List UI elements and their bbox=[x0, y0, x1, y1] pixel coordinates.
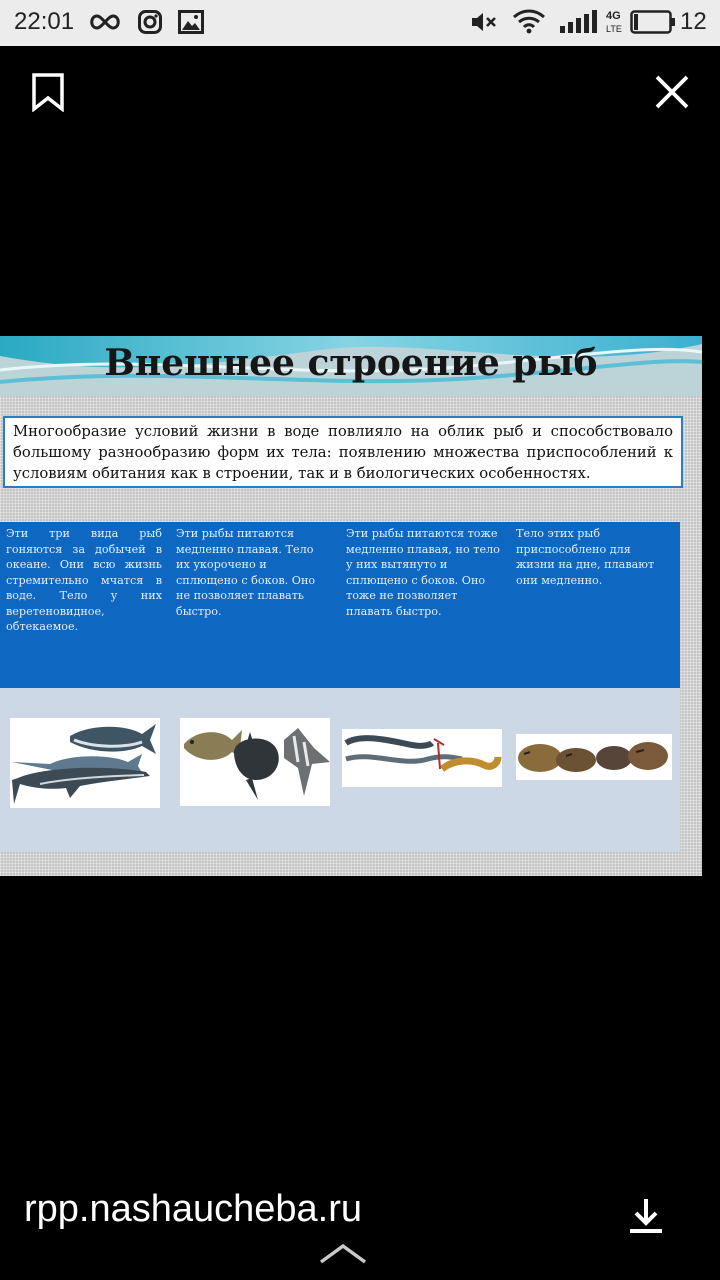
slide-image[interactable] bbox=[0, 336, 702, 876]
slide-intro-text: Многообразие условий жизни в воде повлияло на облик рыб и способствовало большому разнообразию форм их тела: появлению множества приспособлений к условиям обитания как в строении, так и в биологических особенностях. bbox=[3, 416, 683, 488]
bookmark-button[interactable] bbox=[28, 72, 68, 112]
eel-fish-image bbox=[342, 729, 502, 787]
description-eel-fish: Эти рыбы питаются тоже медленно плавая, но тело у них вытянуто и сплющено с боков. Оно тоже не позволяет плавать быстро. bbox=[346, 527, 500, 618]
battery-icon bbox=[630, 10, 676, 34]
description-fast-fish: Эти три вида рыб гоняются за добычей в океане. Они всю жизнь стремительно мчатся в воде. Тело у них веретеновидное, обтекаемое. bbox=[6, 527, 162, 633]
bookmark-icon bbox=[34, 75, 62, 109]
network-sub: LTE bbox=[606, 24, 622, 34]
battery-level: 12 bbox=[680, 8, 707, 35]
source-url: rpp.nashaucheba.ru bbox=[24, 1188, 363, 1230]
fast-fish-image bbox=[10, 718, 160, 808]
status-bar bbox=[0, 0, 720, 46]
infinity-icon bbox=[88, 12, 122, 32]
instagram-icon bbox=[138, 10, 162, 34]
slide-title: Внешнее строение рыб bbox=[104, 342, 598, 384]
status-time: 22:01 bbox=[14, 8, 75, 35]
close-button[interactable] bbox=[652, 72, 692, 112]
expand-up-button[interactable] bbox=[318, 1240, 368, 1266]
description-flat-fish: Эти рыбы питаются медленно плавая. Тело их укорочено и сплющено с боков. Оно не позволяет плавать быстро. bbox=[176, 527, 316, 618]
wifi-icon bbox=[512, 8, 546, 36]
gallery-icon bbox=[178, 10, 204, 34]
download-button[interactable] bbox=[628, 1196, 664, 1236]
network-type: 4G bbox=[606, 10, 621, 22]
download-icon bbox=[636, 1199, 656, 1223]
bottom-fish-image bbox=[516, 734, 672, 780]
description-bottom-fish: Тело этих рыб приспособлено для жизни на дне, плавают они медленно. bbox=[516, 527, 655, 587]
signal-icon bbox=[558, 10, 598, 34]
close-icon bbox=[657, 77, 687, 107]
flat-fish-image bbox=[180, 718, 330, 806]
chevron-up-icon bbox=[321, 1246, 365, 1262]
volume-muted-icon bbox=[470, 10, 498, 34]
